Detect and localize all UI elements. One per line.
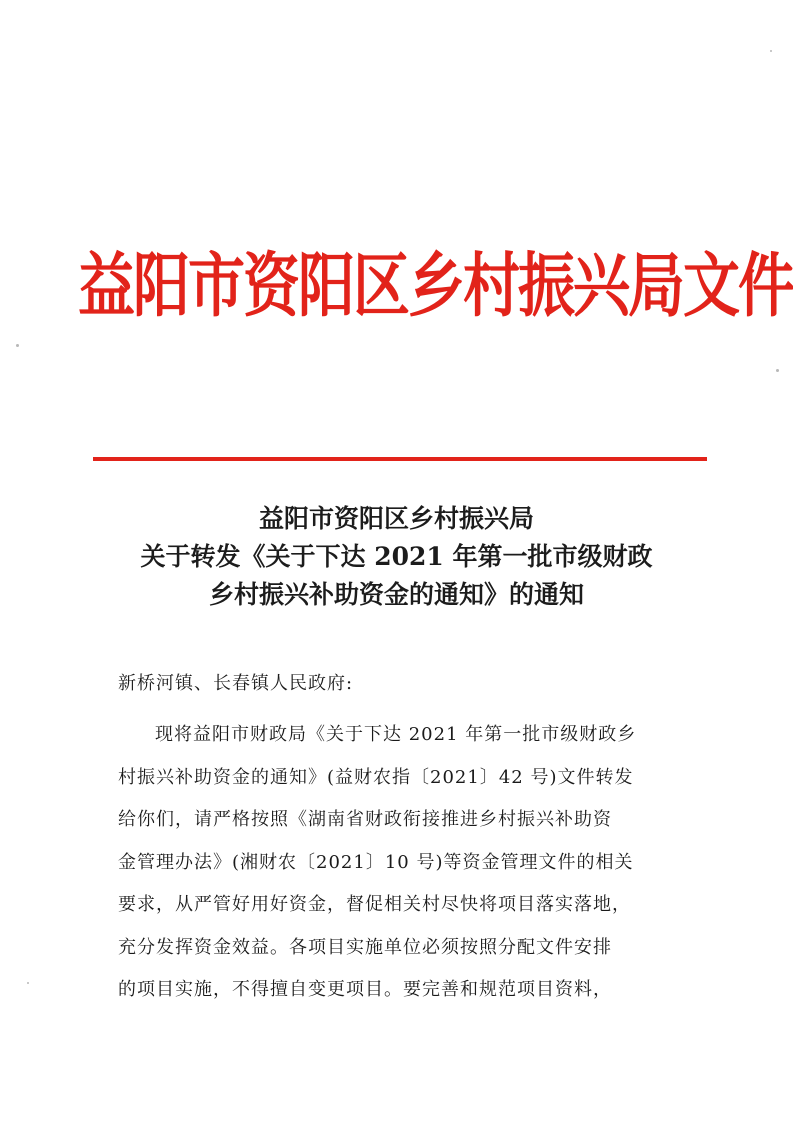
body-line-7: 的项目实施，不得擅自变更项目。要完善和规范项目资料， bbox=[118, 979, 612, 1000]
body-line-5: 要求，从严管好用好资金，督促相关村尽快将项目落实落地， bbox=[118, 894, 631, 915]
issuer-header-title: 益阳市资阳区乡村振兴局文件 bbox=[78, 245, 793, 327]
body-line-3: 给你们，请严格按照《湖南省财政衔接推进乡村振兴补助资 bbox=[118, 809, 612, 830]
document-title-line-2: 关于转发《关于下达 2021 年第一批市级财政 bbox=[140, 542, 653, 571]
body-line-1: 现将益阳市财政局《关于下达 2021 年第一批市级财政乡 bbox=[155, 724, 637, 745]
red-separator-line bbox=[93, 457, 707, 461]
document-title-line-3: 乡村振兴补助资金的通知》的通知 bbox=[208, 580, 584, 609]
body-line-6: 充分发挥资金效益。各项目实施单位必须按照分配文件安排 bbox=[118, 936, 612, 958]
body-paragraph bbox=[118, 714, 698, 1012]
scan-artifact-dot bbox=[16, 344, 19, 347]
scan-artifact-dot bbox=[776, 369, 779, 372]
document-title-line-1: 益阳市资阳区乡村振兴局 bbox=[258, 504, 534, 533]
document-title bbox=[60, 500, 733, 614]
scan-artifact-dot bbox=[27, 982, 29, 984]
body-line-4: 金管理办法》(湘财农〔2021〕10 号)等资金管理文件的相关 bbox=[118, 851, 634, 873]
body-line-2: 村振兴补助资金的通知》(益财农指〔2021〕42 号)文件转发 bbox=[118, 766, 634, 788]
salutation: 新桥河镇、长春镇人民政府: bbox=[118, 673, 354, 694]
scan-artifact-dot bbox=[770, 50, 772, 52]
